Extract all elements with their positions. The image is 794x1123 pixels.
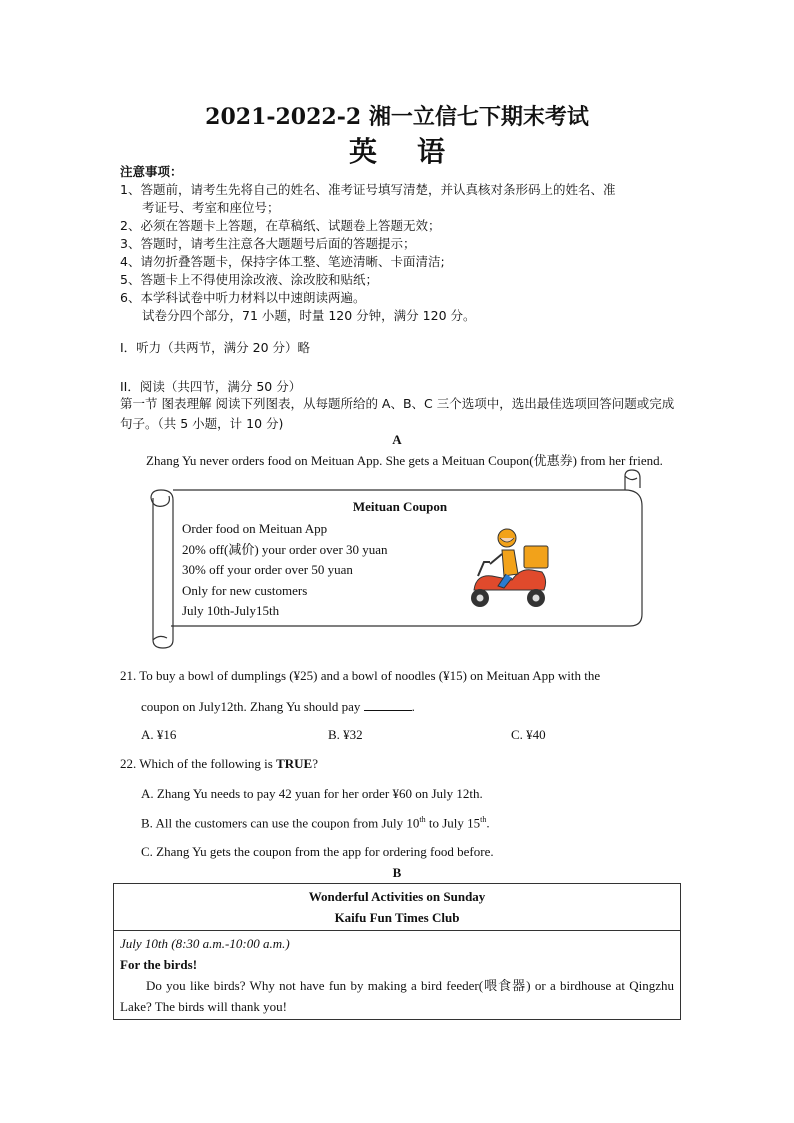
delivery-rider-illustration — [462, 524, 554, 612]
passage-a-intro: Zhang Yu never orders food on Meituan App. She gets a Meituan Coupon(优惠券) from her friend. — [146, 453, 663, 468]
coupon-line: July 10th-July15th — [182, 603, 280, 618]
exam-title: 2021-2022-2 湘一立信七下期末考试 — [205, 104, 589, 130]
subject-title: 英语 — [348, 135, 485, 168]
q22-option-a: A. Zhang Yu needs to pay 42 yuan for her order ¥60 on July 12th. — [141, 786, 483, 801]
note-item: 考证号、考室和座位号； — [142, 200, 280, 215]
part2-heading: II．阅读（共四节，满分 50 分） — [120, 379, 302, 394]
q22-stem — [120, 756, 318, 772]
q22-option-b-text: . — [486, 815, 490, 831]
coupon-line: Only for new customers — [182, 582, 308, 598]
q22-stem-end: ? — [312, 756, 319, 771]
q22-option-b — [141, 815, 490, 831]
q21-option-a: A. ¥16 — [141, 727, 177, 742]
q22-option-b-text: B. All the customers can use the coupon from July 10 — [141, 815, 420, 831]
activity-name: For the birds! — [120, 957, 198, 972]
note-item: 4、请勿折叠答题卡，保持字体工整、笔迹清晰、卡面清洁; — [120, 254, 445, 269]
exam-notes — [120, 163, 680, 325]
coupon-title: Meituan Coupon — [352, 499, 448, 514]
note-item: 2、必须在答题卡上答题，在草稿纸、试题卷上答题无效； — [120, 218, 441, 233]
activity-text: Do you like birds? Why not have fun by making a bird feeder(喂食器) or a birdhouse at Qingzhu Lake? The birds will thank you! — [120, 978, 674, 1014]
passage-a-label: A — [392, 432, 402, 447]
q21-line2: coupon on July12th. Zhang Yu should pay . — [141, 699, 415, 714]
answer-blank — [364, 698, 412, 711]
note-item: 1、答题前，请考生先将自己的姓名、准考证号填写清楚，并认真核对条形码上的姓名、准 — [120, 182, 616, 197]
note-item: 试卷分四个部分，71 小题，时量 120 分钟，满分 120 分。 — [142, 308, 476, 323]
note-item: 3、答题时，请考生注意各大题题号后面的答题提示； — [120, 236, 416, 251]
activity-date: July 10th (8:30 a.m.-10:00 a.m.) — [120, 936, 290, 951]
q22-stem-text: 22. Which of the following is — [120, 756, 277, 771]
note-item: 6、本学科试卷中听力材料以中速朗读两遍。 — [120, 290, 366, 305]
part1-heading: I．听力（共两节，满分 20 分）略 — [120, 340, 311, 355]
q22-option-b-text: to July 15 — [425, 815, 481, 831]
table-title: Wonderful Activities on Sunday — [308, 889, 486, 904]
table-subtitle: Kaifu Fun Times Club — [334, 910, 460, 925]
passage-b-label: B — [392, 865, 402, 880]
coupon-line: Order food on Meituan App — [182, 521, 328, 536]
table-header — [114, 884, 681, 931]
notes-heading: 注意事项： — [120, 164, 183, 179]
coupon-line: 20% off(减价) your order over 30 yuan — [182, 541, 388, 557]
q21-option-b: B. ¥32 — [328, 727, 363, 742]
note-item: 5、答题卡上不得使用涂改液、涂改胶和贴纸； — [120, 272, 378, 287]
q22-stem-bold: TRUE — [276, 756, 313, 771]
activities-table — [113, 883, 681, 1020]
q22-option-c: C. Zhang Yu gets the coupon from the app for ordering food before. — [141, 844, 494, 859]
activity-cell — [114, 931, 681, 1020]
coupon-lines — [182, 519, 388, 622]
coupon-line: 30% off your order over 50 yuan — [182, 562, 353, 577]
q21-line1: 21. To buy a bowl of dumplings (¥25) and a bowl of noodles (¥15) on Meituan App with the — [120, 668, 601, 683]
q22-option-b-sup: th — [480, 815, 487, 824]
q21-stem: coupon on July12th. Zhang Yu should pay — [141, 699, 361, 714]
q21-option-c: C. ¥40 — [511, 727, 546, 742]
q22-option-b-sup: th — [419, 815, 426, 824]
part2-instruction: 第一节 图表理解 阅读下列图表，从每题所给的 A、B、C 三个选项中，选出最佳选项回答问题或完成句子。（共 5 小题，计 10 分) — [120, 396, 675, 431]
